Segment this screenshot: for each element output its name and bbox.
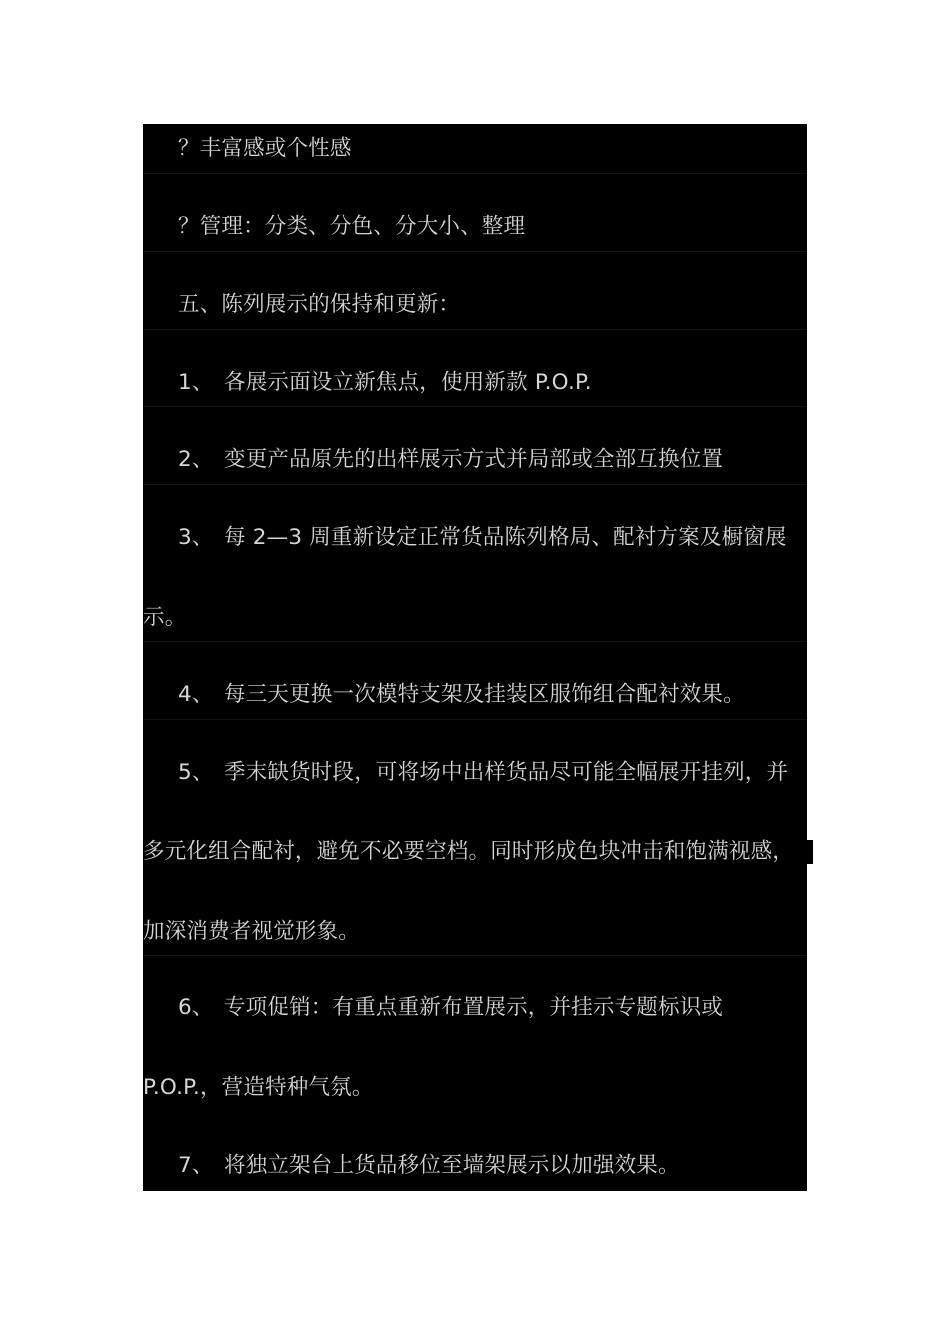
list-number: 6、	[178, 995, 214, 1020]
line-separator	[143, 719, 807, 720]
line-text: 变更产品原先的出样展示方式并局部或全部互换位置	[224, 447, 724, 472]
list-item	[143, 368, 592, 398]
line-text: 将独立架台上货品移位至墙架展示以加强效果。	[224, 1153, 680, 1178]
line-separator	[143, 406, 807, 407]
line-separator	[143, 251, 807, 252]
text-line	[143, 212, 525, 242]
line-text: ？丰富感或个性感	[178, 136, 352, 161]
list-number: 1、	[178, 370, 214, 395]
line-text: 季末缺货时段，可将场中出样货品尽可能全幅展开挂列，并	[224, 760, 789, 785]
list-number: 7、	[178, 1153, 214, 1178]
text-line-continuation	[143, 837, 794, 867]
text-line-continuation	[143, 1073, 374, 1103]
list-number: 3、	[178, 525, 214, 550]
line-overflow-mark	[806, 840, 813, 864]
list-item	[143, 758, 788, 788]
line-text: 专项促销：有重点重新布置展示，并挂示专题标识或	[224, 995, 724, 1020]
list-number: 4、	[178, 682, 214, 707]
line-text: 示。	[143, 605, 187, 630]
line-separator	[143, 641, 807, 642]
list-number: 2、	[178, 447, 214, 472]
document-text-block	[143, 124, 807, 1191]
line-separator	[143, 955, 807, 956]
list-number: 5、	[178, 760, 214, 785]
list-item	[143, 523, 787, 553]
line-text: 每三天更换一次模特支架及挂装区服饰组合配衬效果。	[224, 682, 745, 707]
line-text: 各展示面设立新焦点，使用新款 P.O.P.	[224, 370, 592, 395]
text-line	[143, 134, 352, 164]
line-separator	[143, 484, 807, 485]
line-text: 多元化组合配衬，避免不必要空档。同时形成色块冲击和饱满视感，	[143, 839, 795, 864]
line-text: 加深消费者视觉形象。	[143, 919, 361, 944]
text-line-continuation	[143, 917, 360, 947]
line-separator	[143, 329, 807, 330]
line-text: P.O.P.，营造特种气氛。	[143, 1075, 374, 1100]
line-separator	[143, 173, 807, 174]
list-item	[143, 445, 723, 475]
line-text: 五、陈列展示的保持和更新：	[178, 292, 461, 317]
list-item	[143, 993, 723, 1023]
line-text: 每 2—3 周重新设定正常货品陈列格局、配衬方案及橱窗展	[224, 525, 787, 550]
line-text: ？管理：分类、分色、分大小、整理	[178, 214, 526, 239]
text-line-continuation	[143, 603, 186, 633]
list-item	[143, 1151, 680, 1181]
list-item	[143, 680, 745, 710]
section-heading	[143, 290, 460, 320]
